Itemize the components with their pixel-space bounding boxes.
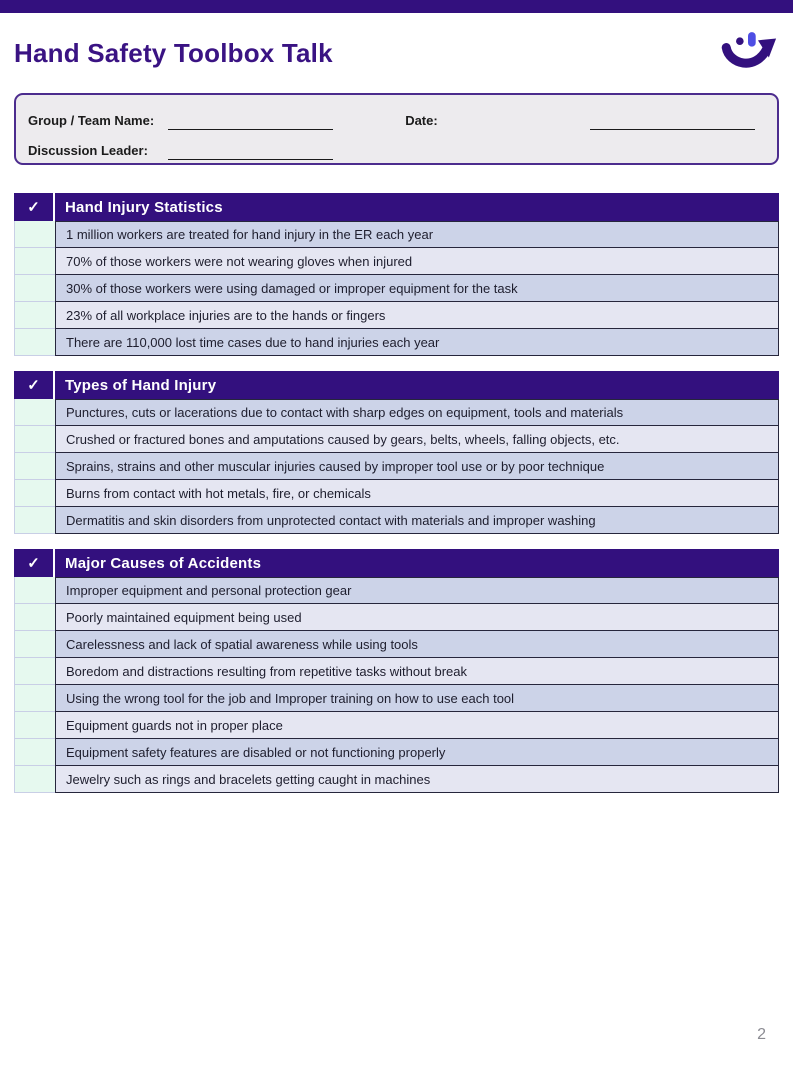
section-rows [14,577,779,793]
row-text: Using the wrong tool for the job and Improper training on how to use each tool [55,685,779,712]
checklist-sections [14,193,779,793]
row-text: 23% of all workplace injuries are to the hands or fingers [55,302,779,329]
checklist-row [14,453,779,480]
checklist-row [14,712,779,739]
group-team-name-label: Group / Team Name: [28,113,155,128]
row-text: Punctures, cuts or lacerations due to contact with sharp edges on equipment, tools and materials [55,399,779,426]
checklist-row [14,480,779,507]
row-checkbox-cell[interactable] [14,480,55,507]
row-text: Carelessness and lack of spatial awareness while using tools [55,631,779,658]
row-checkbox-cell[interactable] [14,221,55,248]
check-column-header: ✓ [14,549,55,577]
check-column-header: ✓ [14,193,55,221]
checklist-section [14,193,779,356]
row-checkbox-cell[interactable] [14,507,55,534]
checklist-row [14,399,779,426]
row-text: Equipment guards not in proper place [55,712,779,739]
row-checkbox-cell[interactable] [14,739,55,766]
row-text: There are 110,000 lost time cases due to hand injuries each year [55,329,779,356]
row-text: Improper equipment and personal protection gear [55,577,779,604]
checklist-row [14,739,779,766]
checklist-row [14,685,779,712]
section-header [14,193,779,221]
checklist-row [14,426,779,453]
checklist-row [14,329,779,356]
row-text: Burns from contact with hot metals, fire, or chemicals [55,480,779,507]
checklist-row [14,275,779,302]
section-title: Major Causes of Accidents [65,554,262,572]
section-header [14,371,779,399]
checklist-row [14,766,779,793]
row-checkbox-cell[interactable] [14,685,55,712]
row-checkbox-cell[interactable] [14,604,55,631]
checklist-row [14,577,779,604]
row-checkbox-cell[interactable] [14,712,55,739]
row-text: 30% of those workers were using damaged or improper equipment for the task [55,275,779,302]
row-checkbox-cell[interactable] [14,399,55,426]
page-number: 2 [757,1026,766,1043]
date-field[interactable] [590,112,755,130]
row-checkbox-cell[interactable] [14,766,55,793]
section-rows [14,399,779,534]
smile-arrow-logo-icon [719,29,777,77]
row-text: Jewelry such as rings and bracelets getting caught in machines [55,766,779,793]
check-column-header: ✓ [14,371,55,399]
row-checkbox-cell[interactable] [14,631,55,658]
section-header [14,549,779,577]
row-text: Poorly maintained equipment being used [55,604,779,631]
row-checkbox-cell[interactable] [14,577,55,604]
date-label: Date: [405,113,438,128]
row-text: Equipment safety features are disabled or not functioning properly [55,739,779,766]
group-team-name-field[interactable] [168,112,333,130]
row-checkbox-cell[interactable] [14,248,55,275]
row-text: Dermatitis and skin disorders from unprotected contact with materials and improper washing [55,507,779,534]
row-checkbox-cell[interactable] [14,329,55,356]
row-checkbox-cell[interactable] [14,658,55,685]
document-header [14,29,777,77]
checklist-row [14,631,779,658]
discussion-leader-label: Discussion Leader: [28,143,148,158]
row-checkbox-cell[interactable] [14,426,55,453]
row-text: 70% of those workers were not wearing gloves when injured [55,248,779,275]
row-checkbox-cell[interactable] [14,275,55,302]
page-title: Hand Safety Toolbox Talk [14,37,333,68]
session-info-box [14,93,779,165]
checklist-row [14,302,779,329]
checklist-row [14,507,779,534]
row-checkbox-cell[interactable] [14,302,55,329]
checklist-section [14,549,779,793]
checklist-row [14,221,779,248]
section-title: Hand Injury Statistics [65,198,223,216]
section-title: Types of Hand Injury [65,376,217,394]
checklist-row [14,248,779,275]
row-text: Crushed or fractured bones and amputations caused by gears, belts, wheels, falling objects, etc. [55,426,779,453]
top-accent-bar [0,0,793,13]
row-text: Sprains, strains and other muscular injuries caused by improper tool use or by poor technique [55,453,779,480]
checklist-row [14,604,779,631]
row-text: 1 million workers are treated for hand injury in the ER each year [55,221,779,248]
row-text: Boredom and distractions resulting from repetitive tasks without break [55,658,779,685]
row-checkbox-cell[interactable] [14,453,55,480]
checklist-section [14,371,779,534]
section-rows [14,221,779,356]
checklist-row [14,658,779,685]
discussion-leader-field[interactable] [168,142,333,160]
